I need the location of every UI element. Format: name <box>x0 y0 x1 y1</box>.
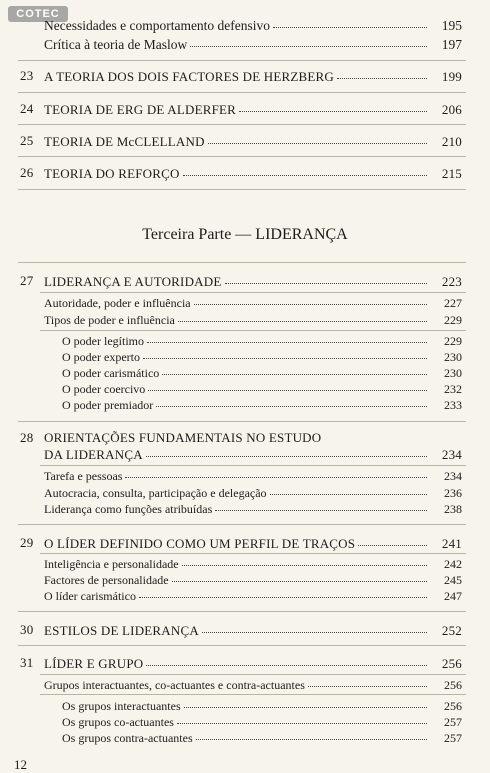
entry-label: Necessidades e comportamento defensivo <box>44 18 271 33</box>
subsection-label: Os grupos interactuantes <box>62 699 181 713</box>
chapter-page: 223 <box>441 274 462 289</box>
leader-dots <box>182 553 427 566</box>
leader-dots <box>239 99 427 112</box>
divider <box>18 524 466 525</box>
section-page: 227 <box>444 296 462 310</box>
leader-dots <box>202 620 427 633</box>
chapter-number: 26 <box>20 165 34 180</box>
chapter-page: 252 <box>441 623 462 638</box>
divider <box>18 124 466 125</box>
leader-dots <box>139 585 427 598</box>
leader-dots <box>148 378 427 391</box>
chapter-number: 23 <box>20 68 34 83</box>
leader-dots <box>177 711 427 724</box>
leader-dots <box>190 34 427 47</box>
leader-dots <box>146 653 427 666</box>
leader-dots <box>196 727 427 740</box>
subsection-page: 257 <box>444 731 462 745</box>
section-page: 229 <box>444 313 462 327</box>
leader-dots <box>183 163 427 176</box>
subsection-entry <box>62 396 462 414</box>
chapter-title-line1: ORIENTAÇÕES FUNDAMENTAIS NO ESTUDO <box>44 430 322 445</box>
leader-dots <box>215 498 427 511</box>
chapter-entry <box>44 655 462 673</box>
chapter-title: A TEORIA DOS DOIS FACTORES DE HERZBERG <box>44 69 335 84</box>
chapter-entry <box>44 273 462 291</box>
chapter-page: 234 <box>441 447 462 462</box>
divider <box>18 262 466 263</box>
subsection-page: 229 <box>444 334 462 348</box>
divider <box>18 611 466 612</box>
leader-dots <box>273 15 427 28</box>
subsection-label: O poder experto <box>62 350 140 364</box>
entry-page: 195 <box>441 18 462 33</box>
leader-dots <box>162 362 427 375</box>
chapter-page: 241 <box>441 536 462 551</box>
section-page: 256 <box>444 678 462 692</box>
chapter-title: TEORIA DE McCLELLAND <box>44 134 205 149</box>
subsection-label: O poder legítimo <box>62 334 144 348</box>
section-label: Tipos de poder e influência <box>44 313 175 327</box>
leader-dots <box>178 309 427 322</box>
section-page: 245 <box>444 573 462 587</box>
chapter-page: 256 <box>441 656 462 671</box>
leader-dots <box>143 346 427 359</box>
subsection-page: 257 <box>444 715 462 729</box>
chapter-entry <box>44 68 462 86</box>
chapter-title-line2: DA LIDERANÇA <box>44 447 143 462</box>
subsection-page: 233 <box>444 398 462 412</box>
chapter-title: LIDERANÇA E AUTORIDADE <box>44 274 222 289</box>
chapter-entry <box>44 535 462 553</box>
chapter-number: 31 <box>20 655 34 670</box>
section-page: 247 <box>444 589 462 603</box>
chapter-title: TEORIA DE ERG DE ALDERFER <box>44 102 237 117</box>
leader-dots <box>172 569 427 582</box>
section-entry <box>44 587 462 605</box>
chapter-number: 25 <box>20 133 34 148</box>
chapter-title: LÍDER E GRUPO <box>44 656 144 671</box>
chapter-number: 24 <box>20 101 34 116</box>
subsection-label: Os grupos contra-actuantes <box>62 731 193 745</box>
subsection-page: 232 <box>444 382 462 396</box>
section-label: O líder carismático <box>44 589 136 603</box>
divider <box>18 189 466 190</box>
divider <box>18 421 466 422</box>
section-label: Autoridade, poder e influência <box>44 296 191 310</box>
entry-label: Crítica à teoria de Maslow <box>44 37 188 52</box>
chapter-entry <box>44 101 462 119</box>
chapter-title: O LÍDER DEFINIDO COMO UM PERFIL DE TRAÇOS <box>44 536 356 551</box>
subsection-label: O poder coercivo <box>62 382 146 396</box>
chapter-entry <box>44 446 462 464</box>
section-label: Liderança como funções atribuídas <box>44 502 213 516</box>
leader-dots <box>208 131 427 144</box>
leader-dots <box>194 292 427 305</box>
chapter-entry <box>44 622 462 640</box>
leader-dots <box>125 465 427 478</box>
chapter-page: 215 <box>441 166 462 181</box>
leader-dots <box>146 444 427 457</box>
section-page: 238 <box>444 502 462 516</box>
leader-dots <box>358 533 427 546</box>
chapter-number: 28 <box>20 430 34 445</box>
part-title: Terceira Parte — LIDERANÇA <box>142 226 348 243</box>
chapter-entry <box>44 165 462 183</box>
divider <box>18 92 466 93</box>
section-label: Factores de personalidade <box>44 573 169 587</box>
leader-dots <box>308 674 427 687</box>
chapter-page: 199 <box>441 69 462 84</box>
chapter-entry <box>44 133 462 151</box>
subsection-label: Os grupos co-actuantes <box>62 715 174 729</box>
section-entry <box>44 311 462 329</box>
toc-entry <box>44 36 462 54</box>
subsection-label: O poder carismático <box>62 366 160 380</box>
chapter-title: TEORIA DO REFORÇO <box>44 166 180 181</box>
chapter-number: 30 <box>20 622 34 637</box>
leader-dots <box>337 66 427 79</box>
leader-dots <box>184 695 427 708</box>
subsection-entry <box>62 729 462 747</box>
divider <box>18 645 466 646</box>
section-label: Grupos interactuantes, co-actuantes e contra-actuantes <box>44 678 305 692</box>
leader-dots <box>270 482 427 495</box>
divider <box>18 156 466 157</box>
subsection-page: 256 <box>444 699 462 713</box>
section-label: Tarefa e pessoas <box>44 469 123 483</box>
section-page: 242 <box>444 557 462 571</box>
chapter-page: 210 <box>441 134 462 149</box>
leader-dots <box>156 394 427 407</box>
watermark-logo: COTEC <box>8 6 68 22</box>
section-label: Autocracia, consulta, participação e delegação <box>44 486 267 500</box>
subsection-page: 230 <box>444 366 462 380</box>
section-label: Inteligência e personalidade <box>44 557 179 571</box>
chapter-number: 29 <box>20 535 34 550</box>
section-page: 236 <box>444 486 462 500</box>
subsection-label: O poder premiador <box>62 398 154 412</box>
chapter-number: 27 <box>20 273 34 288</box>
leader-dots <box>147 330 427 343</box>
section-entry <box>44 676 462 694</box>
entry-page: 197 <box>441 37 462 52</box>
section-entry <box>44 500 462 518</box>
toc-entry <box>44 17 462 35</box>
chapter-page: 206 <box>441 102 462 117</box>
page-number: 12 <box>14 757 27 772</box>
leader-dots <box>225 271 428 284</box>
section-page: 234 <box>444 469 462 483</box>
divider <box>18 60 466 61</box>
chapter-title: ESTILOS DE LIDERANÇA <box>44 623 199 638</box>
subsection-page: 230 <box>444 350 462 364</box>
